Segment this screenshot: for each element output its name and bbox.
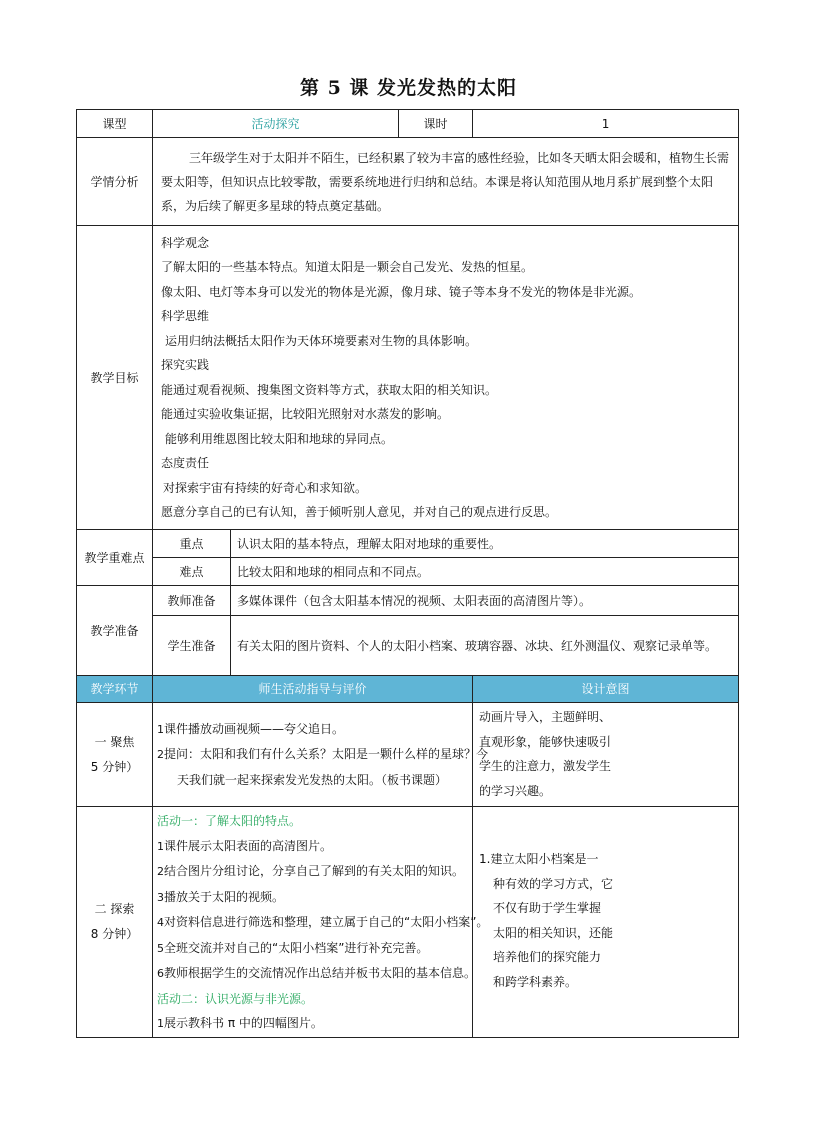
intent-line: 1.建立太阳小档案是一 bbox=[479, 852, 599, 866]
activity-line: 1展示教科书 π 中的四幅图片。 bbox=[157, 1016, 323, 1030]
type-value: 活动探究 bbox=[153, 110, 399, 138]
hours-label: 课时 bbox=[399, 110, 473, 138]
activity-line: 2提问：太阳和我们有什么关系？太阳是一颗什么样的星球？今 bbox=[157, 747, 489, 762]
intent-line: 学生的注意力，激发学生 bbox=[479, 759, 612, 773]
intent-line: 种有效的学习方式，它 bbox=[493, 876, 614, 891]
activity-title: 活动二：认识光源与非光源。 bbox=[157, 991, 314, 1006]
key-points-label: 教学重难点 bbox=[77, 530, 153, 586]
student-prep-row bbox=[77, 616, 739, 676]
step-intent bbox=[473, 703, 739, 807]
header-activity: 师生活动指导与评价 bbox=[153, 676, 473, 703]
activity-line: 天我们就一起来探索发光发热的太阳。（板书课题） bbox=[177, 772, 448, 787]
intent-line: 太阳的相关知识，还能 bbox=[493, 925, 614, 940]
intent-line: 不仅有助于学生掌握 bbox=[493, 901, 602, 915]
teacher-prep-text: 多媒体课件（包含太阳基本情况的视频、太阳表面的高清图片等）。 bbox=[231, 586, 739, 616]
goal-item: 能通过实验收集证据，比较阳光照射对水蒸发的影响。 bbox=[161, 407, 450, 421]
analysis-text: 三年级学生对于太阳并不陌生，已经积累了较为丰富的感性经验，比如冬天晒太阳会暖和，植物生长需要太阳等，但知识点比较零散，需要系统地进行归纳和总结。本课是将认知范围从地月系扩展到整个太阳系，为后续了解更多星球的特点奠定基础。 bbox=[153, 138, 739, 226]
lesson-plan-table bbox=[76, 109, 739, 1038]
analysis-label: 学情分析 bbox=[77, 138, 153, 226]
teacher-prep-row bbox=[77, 586, 739, 616]
goals-row bbox=[77, 226, 739, 530]
teacher-prep-label: 教师准备 bbox=[153, 586, 231, 616]
step-name bbox=[77, 807, 153, 1038]
process-header bbox=[77, 676, 739, 703]
focus-label: 重点 bbox=[153, 530, 231, 558]
goal-item: 能够利用维恩图比较太阳和地球的异同点。 bbox=[165, 431, 394, 446]
header-intent: 设计意图 bbox=[473, 676, 739, 703]
hours-value: 1 bbox=[473, 110, 739, 138]
activity-line: 6教师根据学生的交流情况作出总结并板书太阳的基本信息。 bbox=[157, 966, 477, 980]
activity-line: 1课件展示太阳表面的高清图片。 bbox=[157, 838, 333, 853]
goal-item: 了解太阳的一些基本特点。知道太阳是一颗会自己发光、发热的恒星。 bbox=[161, 260, 534, 274]
goals-label: 教学目标 bbox=[77, 226, 153, 530]
info-row bbox=[77, 110, 739, 138]
student-prep-text: 有关太阳的图片资料、个人的太阳小档案、玻璃容器、冰块、红外测温仪、观察记录单等。 bbox=[231, 616, 739, 676]
intent-line: 动画片导入，主题鲜明、 bbox=[479, 710, 612, 724]
analysis-row bbox=[77, 138, 739, 226]
intent-line: 的学习兴趣。 bbox=[479, 783, 552, 798]
step-name bbox=[77, 703, 153, 807]
step-activities bbox=[153, 807, 489, 1038]
activity-title: 活动一：了解太阳的特点。 bbox=[157, 814, 302, 828]
activity-line: 2结合图片分组讨论，分享自己了解到的有关太阳的知识。 bbox=[157, 864, 465, 878]
goal-heading: 科学思维 bbox=[161, 309, 210, 323]
step-activities bbox=[153, 703, 489, 807]
goals-content bbox=[153, 226, 739, 530]
activity-line: 5全班交流并对自己的“太阳小档案”进行补充完善。 bbox=[157, 940, 429, 955]
intent-line: 培养他们的探究能力 bbox=[493, 950, 602, 964]
intent-line: 和跨学科素养。 bbox=[493, 974, 578, 989]
goal-heading: 科学观念 bbox=[161, 235, 210, 250]
difficulty-row bbox=[77, 558, 739, 586]
goal-item: 像太阳、电灯等本身可以发光的物体是光源，像月球、镜子等本身不发光的物体是非光源。 bbox=[161, 284, 642, 299]
header-step: 教学环节 bbox=[77, 676, 153, 703]
activity-line: 4对资料信息进行筛选和整理，建立属于自己的“太阳小档案”。 bbox=[157, 915, 489, 929]
goal-item: 能通过观看视频、搜集图文资料等方式，获取太阳的相关知识。 bbox=[161, 382, 498, 397]
step-duration: 5 分钟） bbox=[90, 759, 139, 774]
step-row bbox=[77, 703, 739, 807]
step-name-line: 一 聚焦 bbox=[94, 735, 135, 749]
step-row bbox=[77, 807, 739, 1038]
preparation-label: 教学准备 bbox=[77, 586, 153, 676]
goal-item: 对探索宇宙有持续的好奇心和求知欲。 bbox=[163, 480, 368, 495]
difficulty-label: 难点 bbox=[153, 558, 231, 586]
step-name-line: 二 探索 bbox=[94, 902, 135, 917]
intent-line: 直观形象，能够快速吸引 bbox=[479, 734, 612, 749]
student-prep-label: 学生准备 bbox=[153, 616, 231, 676]
goal-heading: 探究实践 bbox=[161, 358, 210, 372]
goal-item: 愿意分享自己的已有认知，善于倾听别人意见，并对自己的观点进行反思。 bbox=[161, 505, 558, 519]
difficulty-text: 比较太阳和地球的相同点和不同点。 bbox=[231, 558, 739, 586]
step-duration: 8 分钟） bbox=[90, 926, 139, 941]
step-intent bbox=[473, 807, 739, 1038]
focus-text: 认识太阳的基本特点，理解太阳对地球的重要性。 bbox=[231, 530, 739, 558]
goal-heading: 态度责任 bbox=[161, 456, 210, 470]
focus-row bbox=[77, 530, 739, 558]
goal-item: 运用归纳法概括太阳作为天体环境要素对生物的具体影响。 bbox=[165, 333, 478, 348]
activity-line: 1课件播放动画视频——夸父追日。 bbox=[157, 721, 345, 736]
type-label: 课型 bbox=[77, 110, 153, 138]
page-title: 第 5 课 发光发热的太阳 bbox=[299, 77, 518, 99]
activity-line: 3播放关于太阳的视频。 bbox=[157, 889, 285, 904]
